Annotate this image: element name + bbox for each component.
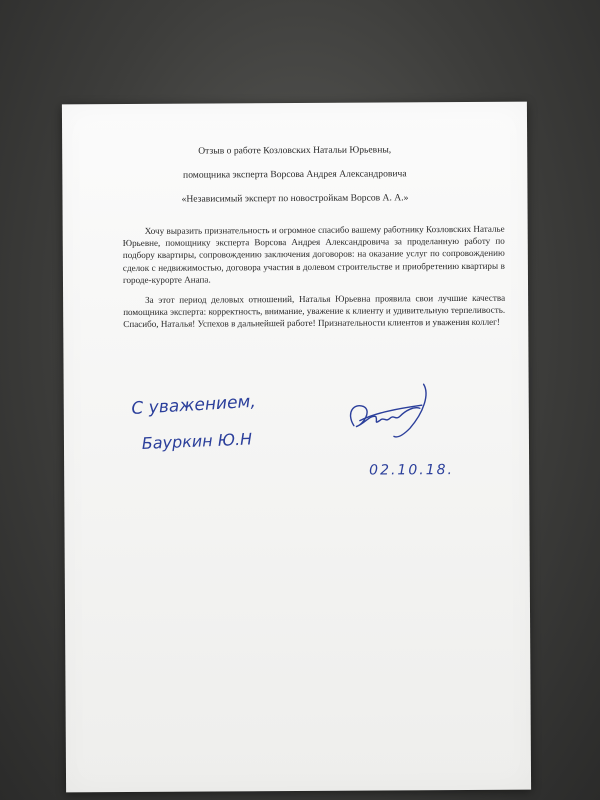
header-company: «Независимый эксперт по новостройкам Ворсов А. А.» — [181, 192, 409, 205]
handwritten-name: Бауркин Ю.Н — [141, 429, 253, 453]
handwritten-date: 02.10.18. — [369, 462, 454, 479]
letter-paper — [62, 102, 531, 793]
signature-mark — [350, 384, 426, 437]
letter-body-paragraph-2 — [123, 292, 505, 331]
paragraph-text-1: Хочу выразить признательность и огромное спасибо вашему работнику Козловских Наталье Юрьевне, помощнику эксперта Ворсова Андрея Александровича за проделанную работу по подбору квартиры, сопровождению заключения договоров: на оказание услуг по сопровождению сделок с недвижимостью, договора участия в долевом строительстве и приобретению квартиры в городе-курорте Анапа. — [122, 223, 505, 285]
letter-body-paragraph-1 — [123, 223, 505, 286]
header-subtitle: помощника эксперта Ворсова Андрея Александровича — [183, 168, 407, 181]
header-title: Отзыв о работе Козловских Натальи Юрьевны, — [198, 144, 392, 157]
handwriting-layer — [62, 102, 531, 793]
paragraph-text-2: За этот период деловых отношений, Наталья Юрьевна проявила свои лучшие качества помощника эксперта: корректность, внимание, уважение к клиенту и удивительную терпеливость. Спасибо, Наталья! Успехов в дальнейшей работе! Признательности клиентов и уважения коллег! — [123, 292, 506, 330]
handwritten-closing: С уважением, — [130, 391, 257, 419]
